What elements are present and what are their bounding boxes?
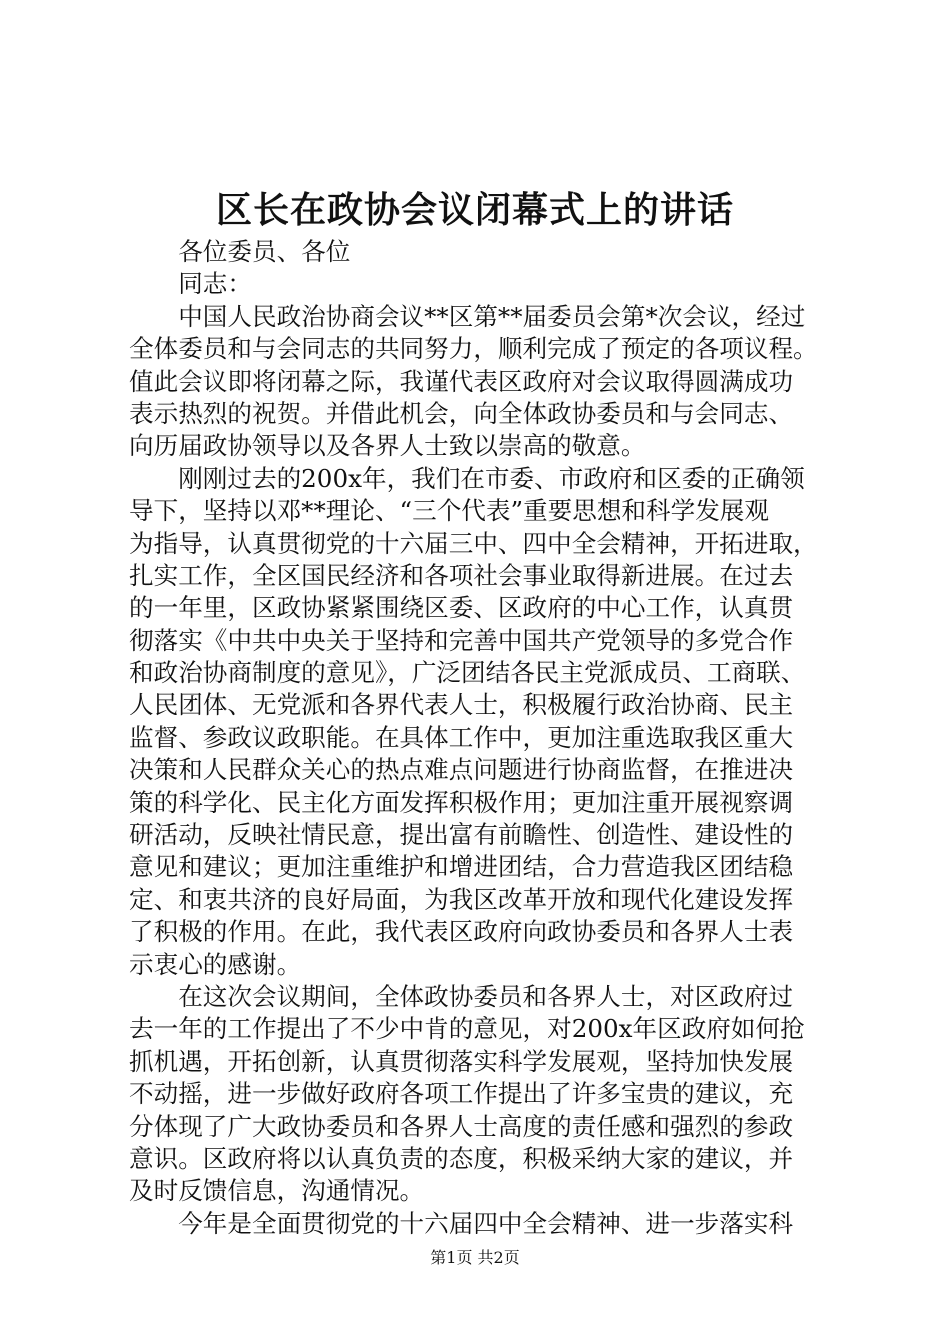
text-line: 扎实工作，全区国民经济和各项社会事业取得新进展。在过去: [129, 560, 794, 590]
text-line: 监督、参政议政职能。在具体工作中，更加注重选取我区重大: [129, 722, 794, 752]
text-line: 人民团体、无党派和各界代表人士，积极履行政治协商、民主: [129, 690, 794, 720]
text-line: 全体委员和与会同志的共同努力，顺利完成了预定的各项议程。: [129, 334, 818, 364]
document-title: 区长在政协会议闭幕式上的讲话: [215, 189, 734, 231]
text-line: 的一年里，区政协紧紧围绕区委、区政府的中心工作，认真贯: [129, 593, 794, 623]
text-line: 了积极的作用。在此，我代表区政府向政协委员和各界人士表: [129, 917, 794, 947]
text-line: 意识。区政府将以认真负责的态度，积极采纳大家的建议，并: [129, 1143, 794, 1173]
text-line: 研活动，反映社情民意，提出富有前瞻性、创造性、建设性的: [129, 820, 794, 850]
text-line: 彻落实《中共中央关于坚持和完善中国共产党领导的多党合作: [129, 625, 794, 655]
text-line: 抓机遇，开拓创新，认真贯彻落实科学发展观，坚持加快发展: [129, 1046, 794, 1076]
text-line: 意见和建议；更加注重维护和增进团结，合力营造我区团结稳: [129, 852, 794, 882]
text-line: 导下，坚持以邓**理论、“三个代表”重要思想和科学发展观: [129, 496, 769, 526]
text-line: 同志：: [129, 269, 252, 299]
page-footer: 第1页 共2页: [430, 1248, 520, 1267]
text-line: 决策和人民群众关心的热点难点问题进行协商监督，在推进决: [129, 755, 794, 785]
text-line: 及时反馈信息，沟通情况。: [129, 1176, 425, 1206]
text-line: 示衷心的感谢。: [129, 949, 302, 979]
text-line: 分体现了广大政协委员和各界人士高度的责任感和强烈的参政: [129, 1111, 794, 1141]
document-body: [129, 236, 833, 1240]
text-line: 今年是全面贯彻党的十六届四中全会精神、进一步落实科: [129, 1208, 794, 1238]
text-line: 各位委员、各位: [129, 237, 351, 266]
text-line: 表示热烈的祝贺。并借此机会，向全体政协委员和与会同志、: [129, 398, 794, 428]
text-line: 和政治协商制度的意见》，广泛团结各民主党派成员、工商联、: [129, 658, 806, 688]
text-line: 向历届政协领导以及各界人士致以崇高的敬意。: [129, 431, 646, 461]
text-line: 在这次会议期间，全体政协委员和各界人士，对区政府过: [129, 981, 794, 1011]
text-line: 去一年的工作提出了不少中肯的意见，对200x年区政府如何抢: [129, 1014, 805, 1044]
text-line: 策的科学化、民主化方面发挥积极作用；更加注重开展视察调: [129, 787, 794, 817]
text-line: 为指导，认真贯彻党的十六届三中、四中全会精神，开拓进取，: [129, 528, 818, 558]
text-line: 不动摇，进一步做好政府各项工作提出了许多宝贵的建议，充: [129, 1079, 794, 1109]
text-line: 刚刚过去的200x年，我们在市委、市政府和区委的正确领: [129, 463, 805, 493]
text-line: 中国人民政治协商会议**区第**届委员会第*次会议，经过: [129, 301, 806, 331]
text-line: 定、和衷共济的良好局面，为我区改革开放和现代化建设发挥: [129, 884, 794, 914]
text-line: 值此会议即将闭幕之际，我谨代表区政府对会议取得圆满成功: [129, 366, 794, 396]
